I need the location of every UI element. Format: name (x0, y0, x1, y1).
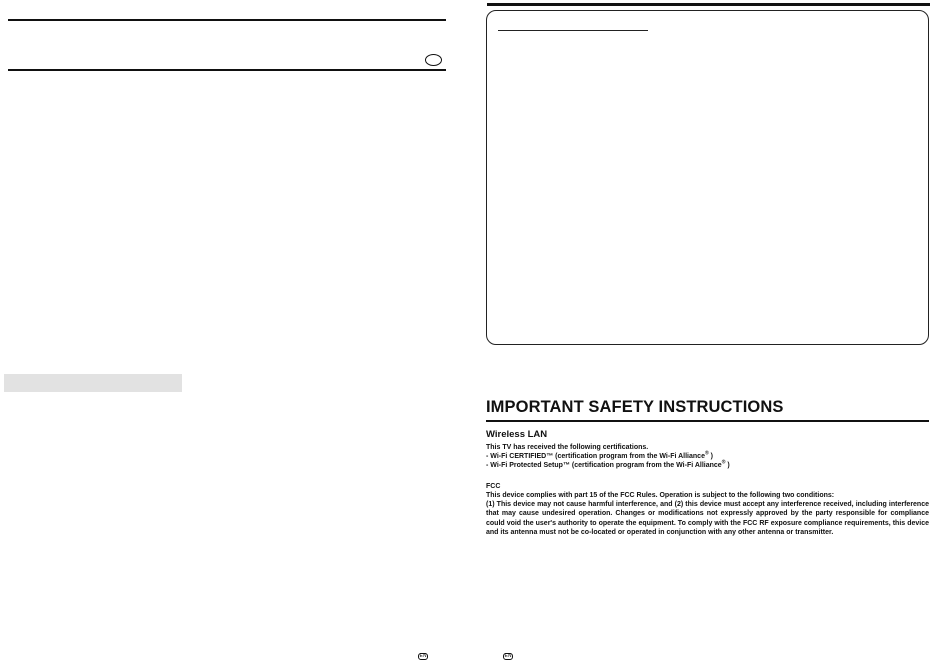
registered-mark: ® (721, 460, 726, 467)
box-title-underline (498, 30, 648, 31)
cert-item-close: ) (725, 462, 730, 470)
section-heading: IMPORTANT SAFETY INSTRUCTIONS (486, 398, 784, 416)
fcc-line1: This device complies with part 15 of the FCC Rules. Operation is subject to the following two conditions: (486, 491, 835, 499)
footer-language-icon: EN (419, 653, 427, 659)
registered-mark: ® (704, 450, 709, 457)
footer-language-icon: EN (504, 653, 512, 659)
cert-item (486, 452, 929, 461)
rounded-content-box (486, 10, 929, 345)
cert-item (486, 461, 929, 470)
wireless-lan-title: Wireless LAN (486, 429, 548, 440)
header-rule-top (8, 19, 446, 21)
fcc-paragraph: (1) This device may not cause harmful interference, and (2) this device must accept any interference received, including interference that may cause undesired operation. Changes or modifications not expressly approved by the party responsible for compliance could void the user's authority to operate the equipment. To comply with the FCC RF exposure compliance requirements, this device and its antenna must not be co-located or operated in conjunction with any other antenna or transmitter. (486, 501, 929, 536)
left-page (0, 0, 465, 659)
cert-item-text: - Wi-Fi Protected Setup™ (certification program from the Wi-Fi Alliance (486, 462, 722, 470)
safety-content (486, 429, 929, 537)
fcc-title: FCC (486, 482, 501, 490)
grey-label-bar (4, 374, 182, 392)
wireless-intro: This TV has received the following certifications. (486, 444, 649, 451)
heading-rule (486, 420, 929, 422)
cert-item-text: - Wi-Fi CERTIFIED™ (certification program from the Wi-Fi Alliance (486, 453, 705, 461)
right-page (465, 0, 950, 659)
header-rule-bottom (8, 69, 446, 71)
language-badge-icon (425, 54, 442, 66)
cert-item-close: ) (708, 453, 713, 461)
right-top-rule (487, 3, 930, 6)
